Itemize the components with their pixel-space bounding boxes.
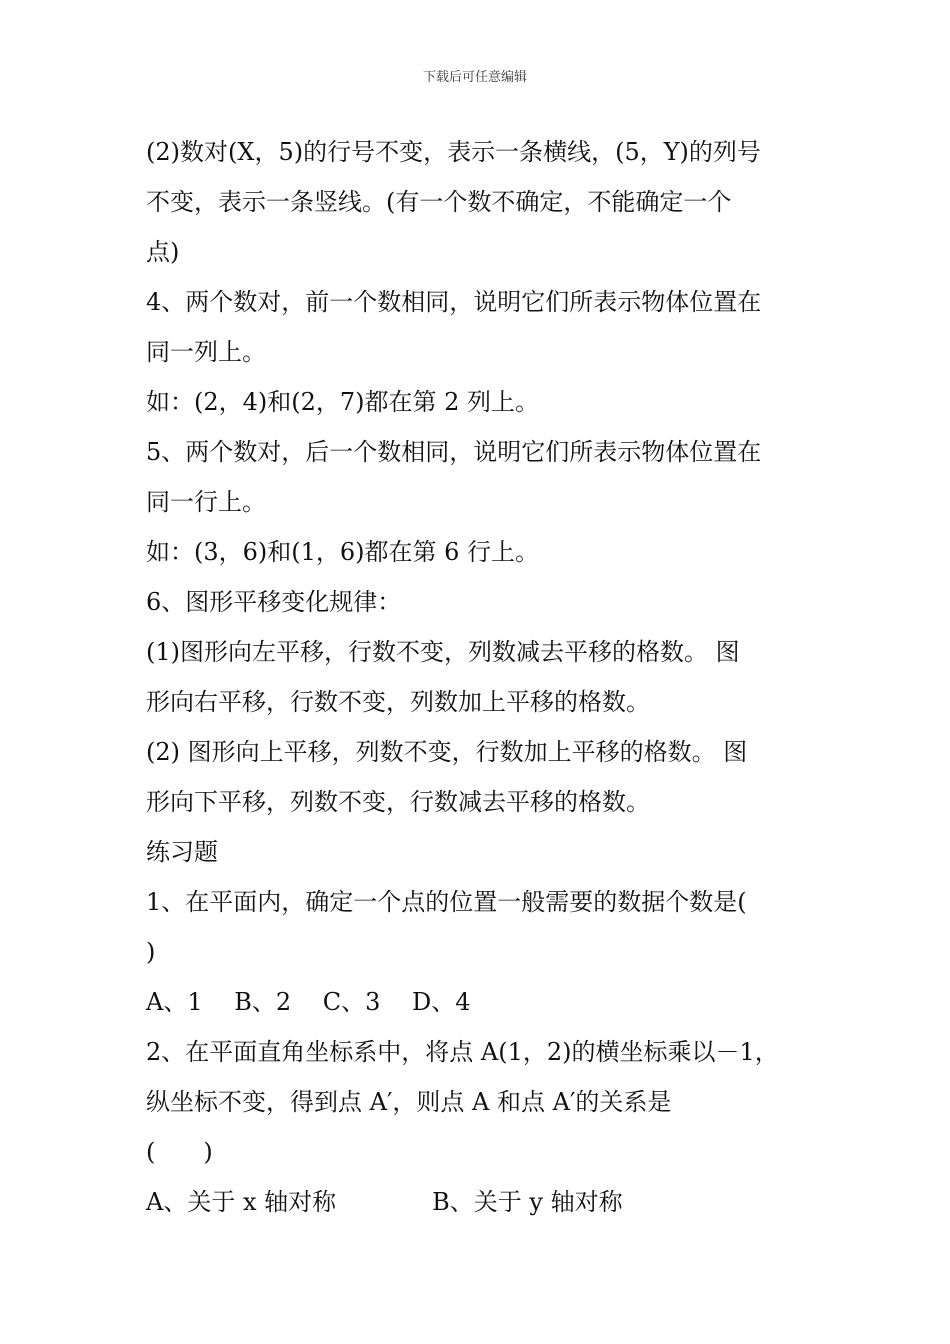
text-line: (1)图形向左平移，行数不变，列数减去平移的格数。 图 — [146, 638, 740, 666]
text-line: (2)数对(X，5)的行号不变，表示一条横线，(5，Y)的列号 — [146, 138, 761, 166]
exercise-heading: 练习题 — [146, 838, 218, 866]
text-line: 5、两个数对，后一个数相同，说明它们所表示物体位置在 — [146, 438, 762, 466]
document-body — [146, 127, 806, 1227]
question-2-blank: ( ) — [146, 1138, 213, 1166]
text-line: 4、两个数对，前一个数相同，说明它们所表示物体位置在 — [146, 288, 762, 316]
question-2: 2、在平面直角坐标系中，将点 A(1，2)的横坐标乘以－1， — [146, 1038, 779, 1066]
text-line: 形向下平移，列数不变，行数减去平移的格数。 — [146, 788, 650, 816]
text-line: 同一列上。 — [146, 338, 266, 366]
text-line: 如：(2，4)和(2，7)都在第 2 列上。 — [146, 388, 540, 416]
text-line: 同一行上。 — [146, 488, 266, 516]
text-line: 形向右平移，行数不变，列数加上平移的格数。 — [146, 688, 650, 716]
text-line: 如：(3，6)和(1，6)都在第 6 行上。 — [146, 538, 540, 566]
question-2-options: A、关于 x 轴对称 B、关于 y 轴对称 — [146, 1188, 623, 1216]
question-1-options: A、1 B、2 C、3 D、4 — [146, 988, 471, 1016]
question-2-cont: 纵坐标不变，得到点 A′，则点 A 和点 A′的关系是 — [146, 1088, 672, 1116]
section-heading: 6、图形平移变化规律： — [146, 588, 402, 616]
text-line: 不变，表示一条竖线。(有一个数不确定，不能确定一个 — [146, 188, 732, 216]
question-1: 1、在平面内，确定一个点的位置一般需要的数据个数是( — [146, 888, 747, 916]
text-line: (2) 图形向上平移，列数不变，行数加上平移的格数。 图 — [146, 738, 748, 766]
page-header: 下载后可任意编辑 — [422, 70, 527, 85]
text-line: 点) — [146, 238, 180, 266]
question-1-cont: ) — [146, 938, 156, 966]
